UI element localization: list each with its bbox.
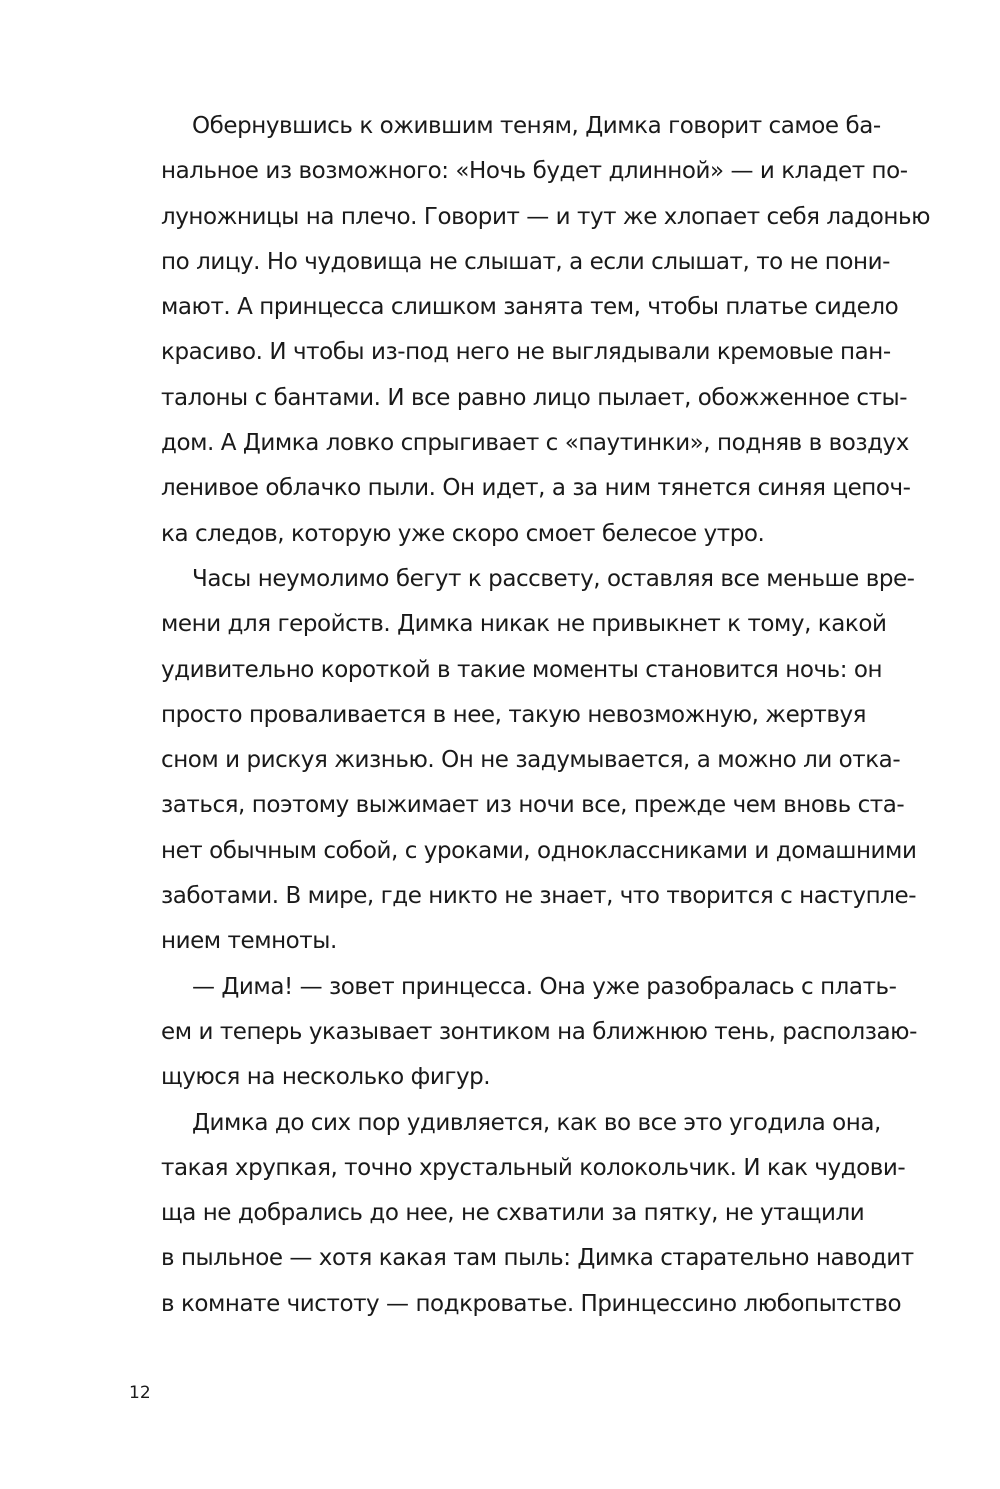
text-line: ем и теперь указывает зонтиком на ближнюю тень, расползаю- [161, 1018, 917, 1045]
text-line: Обернувшись к ожившим теням, Димка говорит самое ба- [192, 113, 881, 139]
body-text [130, 104, 930, 1327]
text-line: заться, поэтому выжимает из ночи все, прежде чем вновь ста- [161, 792, 905, 819]
text-line: в комнате чистоту — подкроватье. Принцессино любопытство [161, 1290, 902, 1317]
text-line: ка следов, которую уже скоро смоет белесое утро. [161, 520, 765, 547]
text-line: в пыльное — хотя какая там пыль: Димка старательно наводит [161, 1245, 914, 1272]
text-line: ща не добрались до нее, не схватили за пятку, не утащили [161, 1200, 865, 1227]
text-line: по лицу. Но чудовища не слышат, а если слышат, то не пони- [161, 248, 890, 275]
text-line: заботами. В мире, где никто не знает, что творится с наступле- [161, 883, 917, 910]
paragraph-4 [130, 1101, 914, 1327]
page-number: 12 [129, 1383, 151, 1403]
text-line: нет обычным собой, с уроками, одноклассниками и домашними [161, 837, 917, 864]
text-line: дом. А Димка ловко спрыгивает с «паутинки», подняв в воздух [161, 430, 909, 457]
text-line: мают. А принцесса слишком занята тем, чтобы платье сидело [161, 294, 899, 321]
text-line: такая хрупкая, точно хрустальный колокольчик. И как чудови- [161, 1154, 906, 1181]
paragraph-1 [130, 104, 930, 557]
text-line: ленивое облачко пыли. Он идет, а за ним тянется синяя цепоч- [161, 475, 911, 502]
text-line: щуюся на несколько фигур. [161, 1064, 491, 1091]
text-line: нальное из возможного: «Ночь будет длинной» — и кладет по- [161, 158, 908, 185]
text-line: Часы неумолимо бегут к рассвету, оставляя все меньше вре- [192, 565, 915, 592]
text-line: нием темноты. [161, 928, 337, 955]
text-line: луножницы на плечо. Говорит — и тут же хлопает себя ладонью [161, 203, 930, 230]
paragraph-2 [130, 557, 917, 965]
text-line: талоны с бантами. И все равно лицо пылает, обожженное сты- [161, 384, 908, 411]
text-line: мени для геройств. Димка никак не привыкнет к тому, какой [161, 611, 887, 638]
text-line: просто проваливается в нее, такую невозможную, жертвуя [161, 701, 867, 728]
text-line: Димка до сих пор удивляется, как во все это угодила она, [192, 1109, 881, 1136]
paragraph-3 [130, 965, 917, 1101]
text-line: красиво. И чтобы из-под него не выглядывали кремовые пан- [161, 339, 891, 366]
text-line: сном и рискуя жизнью. Он не задумывается, а можно ли отка- [161, 747, 901, 774]
text-line: удивительно короткой в такие моменты становится ночь: он [161, 656, 883, 683]
text-line: — Дима! — зовет принцесса. Она уже разобралась с плать- [192, 973, 897, 1000]
